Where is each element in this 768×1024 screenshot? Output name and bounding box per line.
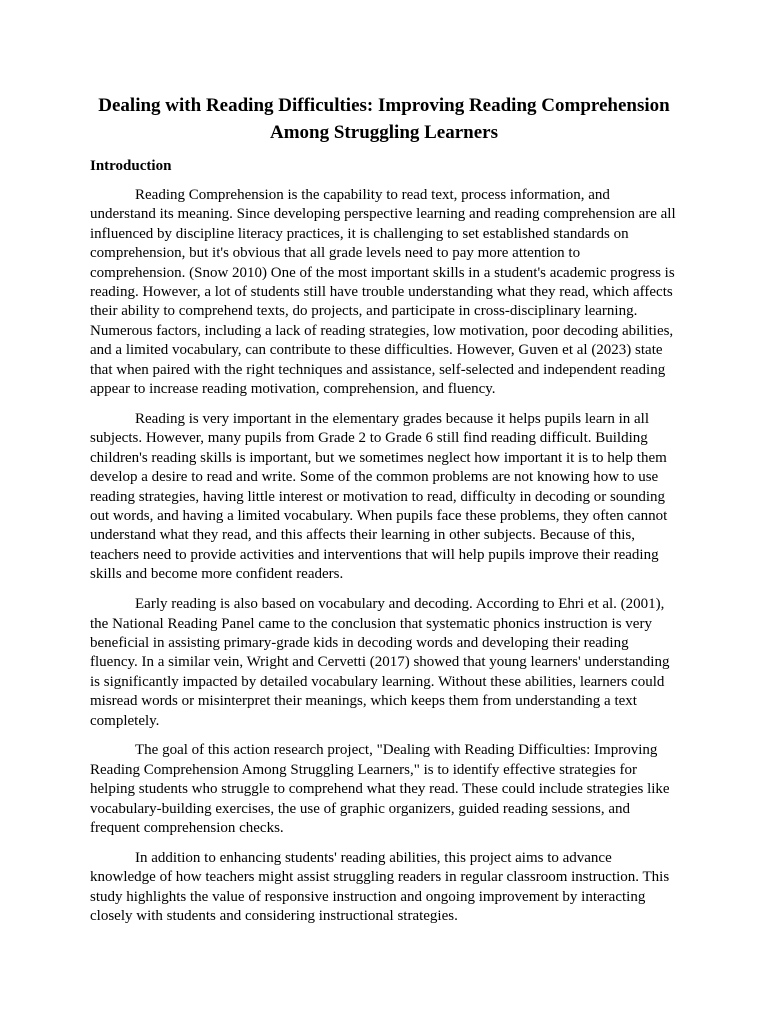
paragraph-5: In addition to enhancing students' reading abilities, this project aims to advance knowledge of how teachers might assist struggling readers in regular classroom instruction. This study highlights the value of responsive instruction and ongoing improvement by interacting closely with students and considering instructional strategies. xyxy=(90,850,670,925)
paragraph-4: The goal of this action research project, "Dealing with Reading Difficulties: Improving Reading Comprehension Among Struggling Learners," is to identify effective strategies for helping students who struggle to comprehend what they read. These could include strategies like vocabulary-building exercises, the use of graphic organizers, guided reading sessions, and frequent comprehension checks. xyxy=(90,742,670,837)
paragraph-2: Reading is very important in the elementary grades because it helps pupils learn in all subjects. However, many pupils from Grade 2 to Grade 6 still find reading difficult. Building children's reading skills is important, but we sometimes neglect how important it is to help them develop a desire to read and write. Some of the common problems are not knowing how to use reading strategies, having little interest or motivation to read, difficulty in decoding or sounding out words, and having a limited vocabulary. When pupils face these problems, they often cannot understand what they read, and this affects their learning in other subjects. Because of this, teachers need to provide activities and interventions that will help pupils improve their reading skills and become more confident readers. xyxy=(90,410,668,583)
document-page xyxy=(90,92,678,937)
paragraph-3: Early reading is also based on vocabulary and decoding. According to Ehri et al. (2001), the National Reading Panel came to the conclusion that systematic phonics instruction is very beneficial in assisting primary-grade kids in decoding words and developing their reading fluency. In a similar vein, Wright and Cervetti (2017) showed that young learners' understanding is significantly impacted by detailed vocabulary learning. Without these abilities, learners could misread words or misinterpret their meanings, which keeps them from understanding a text completely. xyxy=(90,596,670,729)
paragraph-1: Reading Comprehension is the capability to read text, process information, and understand its meaning. Since developing perspective learning and reading comprehension are all influenced by discipline literacy practices, it is challenging to set established standards on comprehension, but it's obvious that all grade levels need to pay more attention to comprehension. (Snow 2010) One of the most important skills in a student's academic progress is reading. However, a lot of students still have trouble understanding what they read, which affects their ability to comprehend texts, do projects, and participate in cross-disciplinary learning. Numerous factors, including a lack of reading strategies, low motivation, poor decoding abilities, and a limited vocabulary, can contribute to these difficulties. However, Guven et al (2023) state that when paired with the right techniques and assistance, self-selected and independent reading appear to increase reading motivation, comprehension, and fluency. xyxy=(90,187,676,398)
document-title: Dealing with Reading Difficulties: Improving Reading Comprehension Among Struggling Learners xyxy=(98,95,670,143)
section-heading-introduction: Introduction xyxy=(90,158,172,174)
